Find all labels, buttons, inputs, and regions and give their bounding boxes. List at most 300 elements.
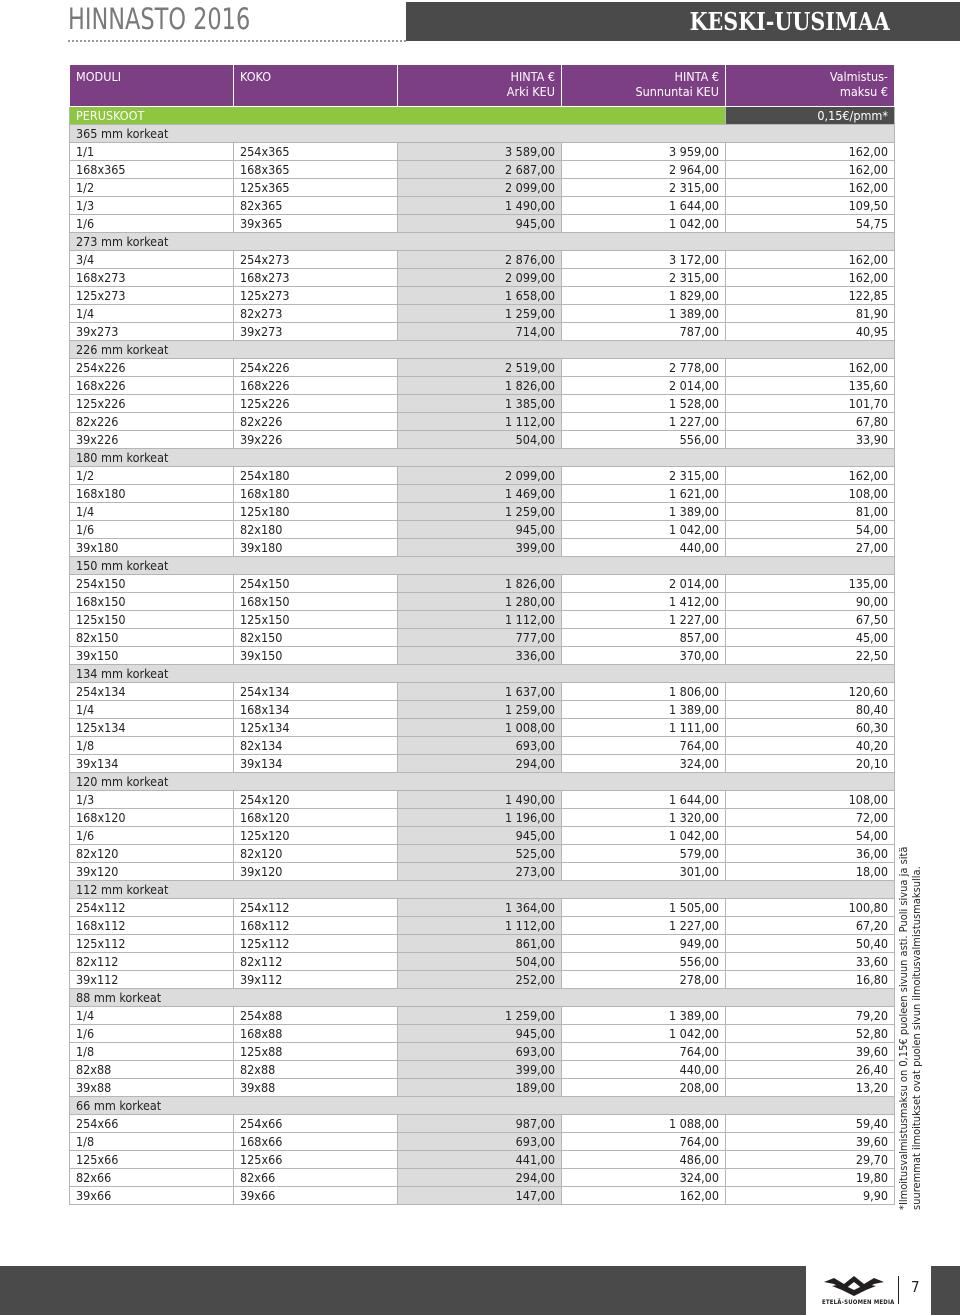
cell-hinta-sunnuntai: 1 111,00	[562, 719, 726, 737]
cell-hinta-sunnuntai: 1 389,00	[562, 701, 726, 719]
table-row	[70, 251, 895, 269]
cell-valmistusmaksu: 101,70	[726, 395, 895, 413]
cell-hinta-arki: 777,00	[398, 629, 562, 647]
cell-moduli: 254x66	[70, 1115, 234, 1133]
page-number: 7	[911, 1278, 920, 1296]
section-title: 66 mm korkeat	[70, 1097, 895, 1115]
cell-koko: 82x180	[234, 521, 398, 539]
cell-moduli: 168x226	[70, 377, 234, 395]
header-hinta-sunnuntai-line1: HINTA €	[674, 69, 719, 84]
cell-hinta-arki: 2 099,00	[398, 179, 562, 197]
cell-koko: 39x273	[234, 323, 398, 341]
cell-koko: 39x365	[234, 215, 398, 233]
cell-hinta-sunnuntai: 857,00	[562, 629, 726, 647]
cell-hinta-arki: 945,00	[398, 1025, 562, 1043]
table-row	[70, 899, 895, 917]
cell-koko: 125x365	[234, 179, 398, 197]
header-koko: KOKO	[234, 65, 398, 107]
cell-valmistusmaksu: 54,00	[726, 521, 895, 539]
cell-koko: 168x273	[234, 269, 398, 287]
cell-hinta-sunnuntai: 2 014,00	[562, 575, 726, 593]
cell-koko: 254x150	[234, 575, 398, 593]
cell-hinta-arki: 1 637,00	[398, 683, 562, 701]
cell-koko: 39x180	[234, 539, 398, 557]
cell-hinta-sunnuntai: 324,00	[562, 755, 726, 773]
cell-moduli: 1/3	[70, 197, 234, 215]
footnote-line-1: *Ilmoitusvalmistusmaksu on 0,15€ puoleen sivuun asti. Puoli sivua ja sitä	[897, 846, 910, 1210]
cell-hinta-sunnuntai: 1 227,00	[562, 917, 726, 935]
cell-hinta-arki: 1 658,00	[398, 287, 562, 305]
cell-hinta-arki: 987,00	[398, 1115, 562, 1133]
cell-valmistusmaksu: 108,00	[726, 485, 895, 503]
cell-hinta-sunnuntai: 1 227,00	[562, 413, 726, 431]
cell-moduli: 168x112	[70, 917, 234, 935]
table-row	[70, 521, 895, 539]
cell-valmistusmaksu: 29,70	[726, 1151, 895, 1169]
cell-valmistusmaksu: 108,00	[726, 791, 895, 809]
cell-moduli: 1/4	[70, 305, 234, 323]
cell-koko: 39x66	[234, 1187, 398, 1205]
cell-valmistusmaksu: 59,40	[726, 1115, 895, 1133]
cell-koko: 254x226	[234, 359, 398, 377]
price-table	[69, 64, 895, 1205]
cell-moduli: 168x150	[70, 593, 234, 611]
region-banner	[406, 2, 960, 41]
price-table-container	[69, 64, 894, 1205]
section-header-row	[70, 233, 895, 251]
table-row	[70, 323, 895, 341]
cell-koko: 254x134	[234, 683, 398, 701]
cell-koko: 82x226	[234, 413, 398, 431]
cell-koko: 125x120	[234, 827, 398, 845]
category-fee: 0,15€/pmm*	[726, 107, 895, 125]
header-hinta-arki	[398, 65, 562, 107]
cell-hinta-arki: 294,00	[398, 755, 562, 773]
cell-hinta-sunnuntai: 1 644,00	[562, 197, 726, 215]
cell-moduli: 125x273	[70, 287, 234, 305]
cell-hinta-sunnuntai: 2 014,00	[562, 377, 726, 395]
cell-valmistusmaksu: 50,40	[726, 935, 895, 953]
cell-hinta-sunnuntai: 1 644,00	[562, 791, 726, 809]
cell-moduli: 1/4	[70, 701, 234, 719]
cell-koko: 125x112	[234, 935, 398, 953]
cell-hinta-arki: 294,00	[398, 1169, 562, 1187]
section-title: 180 mm korkeat	[70, 449, 895, 467]
cell-hinta-sunnuntai: 324,00	[562, 1169, 726, 1187]
section-title: 150 mm korkeat	[70, 557, 895, 575]
cell-valmistusmaksu: 109,50	[726, 197, 895, 215]
cell-valmistusmaksu: 36,00	[726, 845, 895, 863]
cell-hinta-sunnuntai: 486,00	[562, 1151, 726, 1169]
category-label: PERUSKOOT	[70, 107, 726, 125]
cell-hinta-arki: 504,00	[398, 953, 562, 971]
table-row	[70, 1151, 895, 1169]
cell-moduli: 39x66	[70, 1187, 234, 1205]
cell-hinta-arki: 1 364,00	[398, 899, 562, 917]
section-title: 120 mm korkeat	[70, 773, 895, 791]
cell-hinta-sunnuntai: 162,00	[562, 1187, 726, 1205]
cell-koko: 168x134	[234, 701, 398, 719]
cell-koko: 168x365	[234, 161, 398, 179]
cell-valmistusmaksu: 162,00	[726, 143, 895, 161]
cell-koko: 39x134	[234, 755, 398, 773]
table-row	[70, 377, 895, 395]
cell-valmistusmaksu: 13,20	[726, 1079, 895, 1097]
cell-moduli: 125x134	[70, 719, 234, 737]
cell-hinta-sunnuntai: 2 964,00	[562, 161, 726, 179]
header-hinta-sunnuntai	[562, 65, 726, 107]
header-hinta-arki-line2: Arki KEU	[506, 84, 555, 99]
cell-hinta-sunnuntai: 2 315,00	[562, 179, 726, 197]
section-title: 273 mm korkeat	[70, 233, 895, 251]
cell-moduli: 82x150	[70, 629, 234, 647]
table-row	[70, 395, 895, 413]
table-row	[70, 755, 895, 773]
cell-moduli: 39x112	[70, 971, 234, 989]
cell-moduli: 39x273	[70, 323, 234, 341]
cell-koko: 82x112	[234, 953, 398, 971]
header-hinta-arki-line1: HINTA €	[510, 69, 555, 84]
cell-hinta-sunnuntai: 949,00	[562, 935, 726, 953]
table-header-row	[70, 65, 895, 107]
cell-moduli: 82x66	[70, 1169, 234, 1187]
cell-hinta-arki: 399,00	[398, 1061, 562, 1079]
cell-moduli: 39x88	[70, 1079, 234, 1097]
cell-valmistusmaksu: 67,50	[726, 611, 895, 629]
cell-hinta-arki: 336,00	[398, 647, 562, 665]
cell-moduli: 125x112	[70, 935, 234, 953]
table-row	[70, 1115, 895, 1133]
cell-moduli: 168x180	[70, 485, 234, 503]
table-row	[70, 1133, 895, 1151]
table-row	[70, 863, 895, 881]
cell-moduli: 125x226	[70, 395, 234, 413]
footer-divider	[898, 1276, 899, 1304]
cell-valmistusmaksu: 162,00	[726, 179, 895, 197]
cell-valmistusmaksu: 40,20	[726, 737, 895, 755]
cell-valmistusmaksu: 40,95	[726, 323, 895, 341]
table-row	[70, 971, 895, 989]
cell-hinta-arki: 504,00	[398, 431, 562, 449]
cell-koko: 254x88	[234, 1007, 398, 1025]
cell-hinta-arki: 2 099,00	[398, 269, 562, 287]
cell-moduli: 82x226	[70, 413, 234, 431]
cell-koko: 39x150	[234, 647, 398, 665]
cell-hinta-arki: 441,00	[398, 1151, 562, 1169]
cell-hinta-sunnuntai: 764,00	[562, 1133, 726, 1151]
cell-moduli: 39x120	[70, 863, 234, 881]
header-hinta-sunnuntai-line2: Sunnuntai KEU	[635, 84, 719, 99]
cell-moduli: 39x134	[70, 755, 234, 773]
cell-hinta-sunnuntai: 1 042,00	[562, 827, 726, 845]
cell-moduli: 254x112	[70, 899, 234, 917]
cell-hinta-sunnuntai: 2 315,00	[562, 269, 726, 287]
cell-valmistusmaksu: 39,60	[726, 1133, 895, 1151]
table-row	[70, 179, 895, 197]
cell-valmistusmaksu: 45,00	[726, 629, 895, 647]
cell-hinta-arki: 945,00	[398, 215, 562, 233]
cell-valmistusmaksu: 22,50	[726, 647, 895, 665]
table-row	[70, 809, 895, 827]
cell-valmistusmaksu: 162,00	[726, 467, 895, 485]
table-row	[70, 917, 895, 935]
section-header-row	[70, 773, 895, 791]
cell-koko: 168x150	[234, 593, 398, 611]
cell-moduli: 1/4	[70, 503, 234, 521]
cell-hinta-arki: 1 490,00	[398, 791, 562, 809]
cell-hinta-arki: 2 099,00	[398, 467, 562, 485]
cell-moduli: 1/3	[70, 791, 234, 809]
cell-valmistusmaksu: 162,00	[726, 359, 895, 377]
cell-koko: 125x150	[234, 611, 398, 629]
cell-valmistusmaksu: 54,75	[726, 215, 895, 233]
cell-hinta-sunnuntai: 1 042,00	[562, 1025, 726, 1043]
cell-hinta-arki: 2 519,00	[398, 359, 562, 377]
table-row	[70, 1187, 895, 1205]
page-title: HINNASTO 2016	[68, 2, 251, 36]
cell-valmistusmaksu: 60,30	[726, 719, 895, 737]
cell-hinta-arki: 2 876,00	[398, 251, 562, 269]
cell-koko: 254x120	[234, 791, 398, 809]
table-row	[70, 305, 895, 323]
table-row	[70, 827, 895, 845]
cell-hinta-sunnuntai: 1 528,00	[562, 395, 726, 413]
cell-valmistusmaksu: 90,00	[726, 593, 895, 611]
cell-koko: 82x66	[234, 1169, 398, 1187]
cell-valmistusmaksu: 19,80	[726, 1169, 895, 1187]
table-row	[70, 737, 895, 755]
cell-hinta-sunnuntai: 1 389,00	[562, 305, 726, 323]
cell-koko: 125x134	[234, 719, 398, 737]
cell-hinta-sunnuntai: 278,00	[562, 971, 726, 989]
table-row	[70, 1025, 895, 1043]
cell-koko: 39x120	[234, 863, 398, 881]
cell-hinta-sunnuntai: 556,00	[562, 953, 726, 971]
cell-moduli: 82x112	[70, 953, 234, 971]
table-row	[70, 845, 895, 863]
section-header-row	[70, 881, 895, 899]
cell-moduli: 1/2	[70, 179, 234, 197]
cell-koko: 82x134	[234, 737, 398, 755]
cell-moduli: 1/1	[70, 143, 234, 161]
cell-hinta-arki: 252,00	[398, 971, 562, 989]
cell-hinta-sunnuntai: 556,00	[562, 431, 726, 449]
cell-moduli: 125x150	[70, 611, 234, 629]
cell-hinta-arki: 1 112,00	[398, 917, 562, 935]
cell-hinta-arki: 2 687,00	[398, 161, 562, 179]
cell-koko: 125x180	[234, 503, 398, 521]
cell-valmistusmaksu: 162,00	[726, 269, 895, 287]
cell-moduli: 3/4	[70, 251, 234, 269]
cell-valmistusmaksu: 20,10	[726, 755, 895, 773]
section-header-row	[70, 1097, 895, 1115]
cell-koko: 39x226	[234, 431, 398, 449]
cell-moduli: 125x66	[70, 1151, 234, 1169]
cell-moduli: 168x120	[70, 809, 234, 827]
cell-hinta-sunnuntai: 370,00	[562, 647, 726, 665]
cell-hinta-arki: 693,00	[398, 737, 562, 755]
cell-moduli: 39x180	[70, 539, 234, 557]
cell-koko: 82x365	[234, 197, 398, 215]
cell-valmistusmaksu: 80,40	[726, 701, 895, 719]
cell-hinta-arki: 1 112,00	[398, 611, 562, 629]
cell-moduli: 168x365	[70, 161, 234, 179]
cell-hinta-sunnuntai: 1 320,00	[562, 809, 726, 827]
cell-hinta-arki: 945,00	[398, 827, 562, 845]
cell-valmistusmaksu: 72,00	[726, 809, 895, 827]
category-row	[70, 107, 895, 125]
cell-hinta-arki: 1 196,00	[398, 809, 562, 827]
cell-hinta-arki: 1 259,00	[398, 701, 562, 719]
cell-koko: 125x66	[234, 1151, 398, 1169]
table-row	[70, 701, 895, 719]
section-header-row	[70, 989, 895, 1007]
table-row	[70, 215, 895, 233]
table-row	[70, 197, 895, 215]
cell-valmistusmaksu: 39,60	[726, 1043, 895, 1061]
cell-hinta-sunnuntai: 2 315,00	[562, 467, 726, 485]
cell-valmistusmaksu: 33,90	[726, 431, 895, 449]
section-title: 112 mm korkeat	[70, 881, 895, 899]
cell-hinta-arki: 861,00	[398, 935, 562, 953]
cell-hinta-arki: 1 490,00	[398, 197, 562, 215]
cell-valmistusmaksu: 16,80	[726, 971, 895, 989]
cell-valmistusmaksu: 27,00	[726, 539, 895, 557]
table-row	[70, 593, 895, 611]
table-row	[70, 413, 895, 431]
cell-koko: 168x226	[234, 377, 398, 395]
cell-valmistusmaksu: 67,80	[726, 413, 895, 431]
cell-koko: 168x120	[234, 809, 398, 827]
header-valmistusmaksu	[726, 65, 895, 107]
cell-hinta-sunnuntai: 579,00	[562, 845, 726, 863]
section-header-row	[70, 557, 895, 575]
cell-hinta-arki: 525,00	[398, 845, 562, 863]
cell-koko: 82x273	[234, 305, 398, 323]
cell-valmistusmaksu: 18,00	[726, 863, 895, 881]
cell-hinta-arki: 693,00	[398, 1133, 562, 1151]
table-row	[70, 467, 895, 485]
cell-moduli: 1/6	[70, 521, 234, 539]
cell-moduli: 168x273	[70, 269, 234, 287]
table-row	[70, 791, 895, 809]
cell-moduli: 39x150	[70, 647, 234, 665]
cell-hinta-arki: 714,00	[398, 323, 562, 341]
cell-koko: 82x150	[234, 629, 398, 647]
section-title: 226 mm korkeat	[70, 341, 895, 359]
header-moduli: MODULI	[70, 65, 234, 107]
section-header-row	[70, 449, 895, 467]
cell-hinta-sunnuntai: 1 412,00	[562, 593, 726, 611]
table-row	[70, 575, 895, 593]
cell-hinta-sunnuntai: 1 505,00	[562, 899, 726, 917]
table-row	[70, 359, 895, 377]
cell-hinta-sunnuntai: 440,00	[562, 1061, 726, 1079]
cell-hinta-arki: 1 259,00	[398, 503, 562, 521]
cell-hinta-arki: 189,00	[398, 1079, 562, 1097]
cell-hinta-sunnuntai: 1 829,00	[562, 287, 726, 305]
cell-moduli: 254x226	[70, 359, 234, 377]
header-valmistusmaksu-line2: maksu €	[839, 84, 888, 99]
table-row	[70, 683, 895, 701]
cell-hinta-sunnuntai: 440,00	[562, 539, 726, 557]
cell-hinta-arki: 147,00	[398, 1187, 562, 1205]
cell-hinta-sunnuntai: 2 778,00	[562, 359, 726, 377]
section-header-row	[70, 341, 895, 359]
cell-moduli: 1/2	[70, 467, 234, 485]
cell-hinta-arki: 1 112,00	[398, 413, 562, 431]
table-row	[70, 1061, 895, 1079]
section-header-row	[70, 125, 895, 143]
table-row	[70, 1043, 895, 1061]
cell-hinta-arki: 1 259,00	[398, 305, 562, 323]
table-row	[70, 485, 895, 503]
cell-hinta-sunnuntai: 1 042,00	[562, 215, 726, 233]
table-row	[70, 287, 895, 305]
cell-hinta-arki: 1 469,00	[398, 485, 562, 503]
footnote-vertical	[897, 840, 923, 1210]
cell-valmistusmaksu: 54,00	[726, 827, 895, 845]
cell-koko: 168x112	[234, 917, 398, 935]
cell-hinta-sunnuntai: 764,00	[562, 1043, 726, 1061]
cell-hinta-arki: 1 008,00	[398, 719, 562, 737]
cell-hinta-sunnuntai: 787,00	[562, 323, 726, 341]
cell-moduli: 82x88	[70, 1061, 234, 1079]
cell-moduli: 1/8	[70, 737, 234, 755]
title-dotted-rule	[68, 40, 406, 42]
cell-koko: 168x66	[234, 1133, 398, 1151]
cell-hinta-sunnuntai: 1 042,00	[562, 521, 726, 539]
table-row	[70, 935, 895, 953]
cell-hinta-sunnuntai: 1 806,00	[562, 683, 726, 701]
cell-koko: 82x88	[234, 1061, 398, 1079]
cell-koko: 254x180	[234, 467, 398, 485]
cell-valmistusmaksu: 67,20	[726, 917, 895, 935]
table-row	[70, 431, 895, 449]
section-header-row	[70, 665, 895, 683]
cell-moduli: 1/6	[70, 215, 234, 233]
table-row	[70, 719, 895, 737]
cell-hinta-arki: 1 280,00	[398, 593, 562, 611]
table-row	[70, 143, 895, 161]
cell-valmistusmaksu: 162,00	[726, 161, 895, 179]
table-row	[70, 1007, 895, 1025]
table-row	[70, 953, 895, 971]
cell-hinta-arki: 1 826,00	[398, 377, 562, 395]
cell-koko: 168x88	[234, 1025, 398, 1043]
cell-koko: 125x226	[234, 395, 398, 413]
cell-koko: 82x120	[234, 845, 398, 863]
cell-hinta-sunnuntai: 1 088,00	[562, 1115, 726, 1133]
cell-moduli: 82x120	[70, 845, 234, 863]
logo-text: ETELÄ-SUOMEN MEDIA	[822, 1299, 895, 1306]
cell-koko: 125x273	[234, 287, 398, 305]
region-name: KESKI-UUSIMAA	[689, 7, 890, 36]
cell-hinta-arki: 1 826,00	[398, 575, 562, 593]
cell-hinta-arki: 945,00	[398, 521, 562, 539]
cell-hinta-sunnuntai: 1 621,00	[562, 485, 726, 503]
cell-valmistusmaksu: 79,20	[726, 1007, 895, 1025]
cell-valmistusmaksu: 162,00	[726, 251, 895, 269]
cell-hinta-sunnuntai: 208,00	[562, 1079, 726, 1097]
cell-valmistusmaksu: 81,90	[726, 305, 895, 323]
cell-valmistusmaksu: 9,90	[726, 1187, 895, 1205]
cell-moduli: 1/8	[70, 1133, 234, 1151]
cell-moduli: 1/8	[70, 1043, 234, 1061]
cell-hinta-sunnuntai: 3 959,00	[562, 143, 726, 161]
table-row	[70, 647, 895, 665]
cell-koko: 125x88	[234, 1043, 398, 1061]
